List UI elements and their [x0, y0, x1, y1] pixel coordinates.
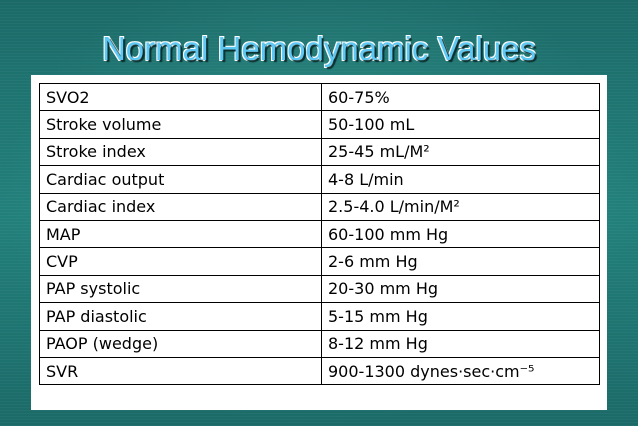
table-row	[40, 248, 600, 275]
parameter-cell: CVP	[40, 248, 322, 275]
table-row	[40, 220, 600, 247]
parameter-cell: PAP diastolic	[40, 303, 322, 330]
table-row	[40, 357, 600, 384]
value-cell: 25-45 mL/M²	[322, 138, 600, 165]
value-cell: 4-8 L/min	[322, 166, 600, 193]
table-row	[40, 275, 600, 302]
value-cell: 2.5-4.0 L/min/M²	[322, 193, 600, 220]
value-cell: 8-12 mm Hg	[322, 330, 600, 357]
table-row	[40, 166, 600, 193]
table-row	[40, 193, 600, 220]
value-cell: 5-15 mm Hg	[322, 303, 600, 330]
parameter-cell: MAP	[40, 220, 322, 247]
parameter-cell: Cardiac index	[40, 193, 322, 220]
value-cell: 60-75%	[322, 84, 600, 111]
table-row	[40, 111, 600, 138]
value-cell: 50-100 mL	[322, 111, 600, 138]
value-cell: 60-100 mm Hg	[322, 220, 600, 247]
table-panel	[31, 75, 607, 410]
table-row	[40, 330, 600, 357]
table-row	[40, 138, 600, 165]
table-row	[40, 84, 600, 111]
parameter-cell: PAOP (wedge)	[40, 330, 322, 357]
table-row	[40, 303, 600, 330]
parameter-cell: Stroke volume	[40, 111, 322, 138]
value-cell: 20-30 mm Hg	[322, 275, 600, 302]
parameter-cell: Cardiac output	[40, 166, 322, 193]
parameter-cell: SVR	[40, 357, 322, 384]
slide-title: Normal Hemodynamic Values	[101, 30, 537, 67]
parameter-cell: Stroke index	[40, 138, 322, 165]
value-cell: 2-6 mm Hg	[322, 248, 600, 275]
parameter-cell: SVO2	[40, 84, 322, 111]
hemodynamic-values-table	[39, 83, 600, 385]
value-cell: 900-1300 dynes·sec·cm⁻⁵	[322, 357, 600, 384]
parameter-cell: PAP systolic	[40, 275, 322, 302]
